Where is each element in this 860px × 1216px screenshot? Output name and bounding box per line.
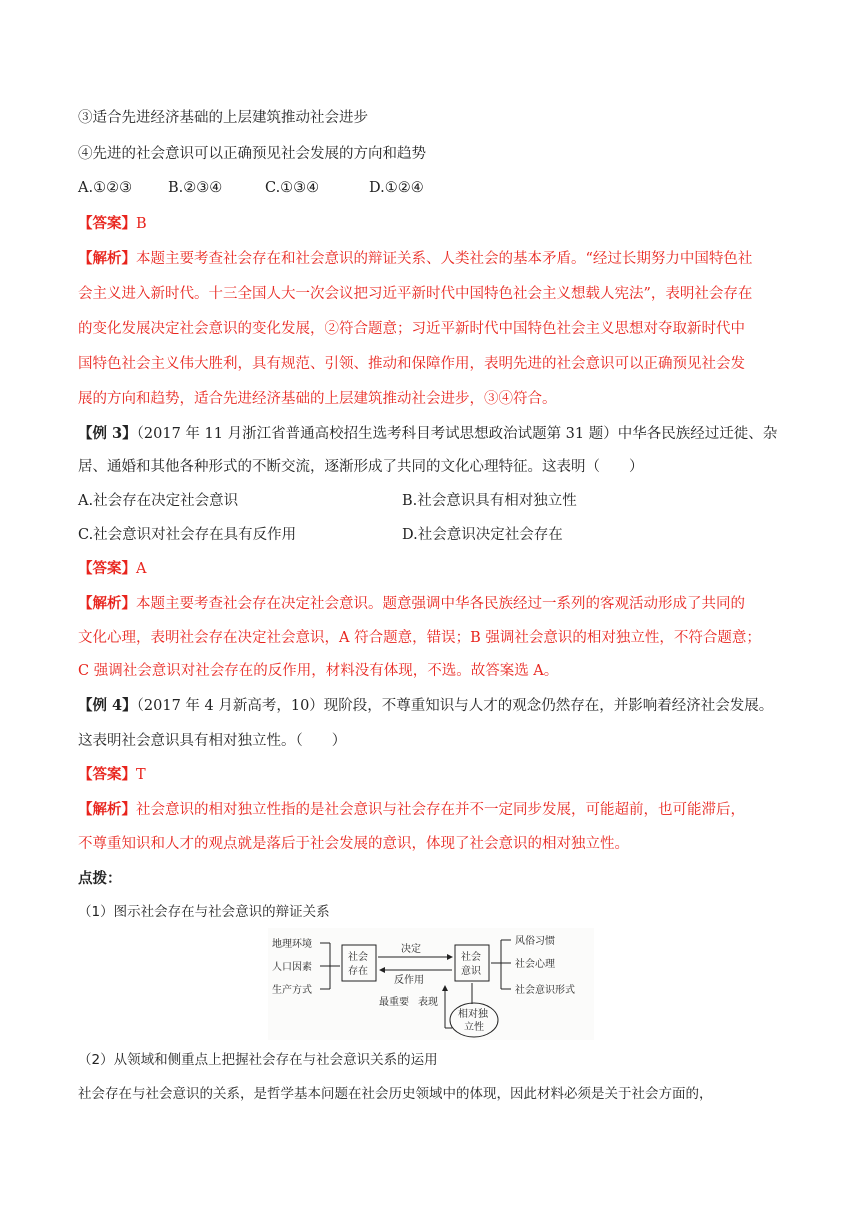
box-left-text: 存在 (348, 966, 368, 977)
answer-tag: 【答案】 (78, 766, 136, 783)
diagram-left-item: 人口因素 (272, 962, 312, 973)
q2-analysis-line (78, 249, 752, 269)
diagram-right-item: 社会意识形式 (515, 985, 575, 996)
q2-option-d: D.①②④ (369, 180, 424, 196)
example3-option-c: C.社会意识对社会存在具有反作用 (78, 527, 297, 543)
box-left-text: 社会 (348, 952, 368, 963)
analysis-tag: 【解析】 (78, 250, 136, 267)
example4-answer (78, 765, 146, 785)
example3-analysis-line: 文化心理，表明社会存在决定社会意识，A 符合题意，错误；B 强调社会意识的相对独立性，不符合题意； (78, 630, 761, 646)
analysis-text: 本题主要考查社会存在决定社会意识。题意强调中华各民族经过一系列的客观活动形成了共同的 (136, 596, 745, 612)
diagram-left-item: 地理环境 (272, 939, 312, 950)
example3-option-b: B.社会意识具有相对独立性 (402, 493, 577, 509)
ellipse-text: 相对独 (458, 1009, 488, 1020)
relation-diagram (268, 928, 594, 1040)
example3-option-d: D.社会意识决定社会存在 (402, 527, 563, 543)
tips-title: 点拨： (78, 870, 122, 887)
q2-option-a: A.①②③ (78, 180, 133, 196)
analysis-tag: 【解析】 (78, 801, 136, 818)
diagram-left-item: 生产方式 (272, 985, 312, 996)
relation-diagram-svg (268, 928, 594, 1040)
tips-sub2: （2）从领域和侧重点上把握社会存在与社会意识关系的运用 (78, 1052, 438, 1068)
example3-stem (78, 424, 777, 444)
box-right-text: 社会 (461, 952, 481, 963)
example4-stem (78, 696, 773, 716)
example4-analysis-line: 不尊重知识和人才的观点就是落后于社会发展的意识，体现了社会意识的相对独立性。 (78, 836, 629, 852)
example4-analysis-line (78, 800, 745, 820)
example3-option-a: A.社会存在决定社会意识 (78, 493, 239, 509)
example3-answer (78, 559, 146, 579)
answer-value: B (136, 216, 147, 232)
example3-text: （2017 年 11 月浙江省普通高校招生选考科目考试思想政治试题第 31 题）中华各民族经过迁徙、杂 (136, 426, 778, 442)
arrow-bottom-label: 反作用 (394, 975, 424, 986)
example3-analysis-line: C 强调社会意识对社会存在的反作用，材料没有体现，不选。故答案选 A。 (78, 663, 559, 679)
answer-tag: 【答案】 (78, 215, 136, 232)
diagram-right-item: 社会心理 (515, 959, 555, 970)
example4-stem-line: 这表明社会意识具有相对独立性。（ ） (78, 733, 347, 749)
analysis-text: 本题主要考查社会存在和社会意识的辩证关系、人类社会的基本矛盾。“经过长期努力中国特色社 (136, 251, 753, 267)
q2-option-b: B.②③④ (168, 180, 223, 196)
analysis-tag: 【解析】 (78, 595, 136, 612)
q2-analysis-line: 会主义进入新时代。十三全国人大一次会议把习近平新时代中国特色社会主义想载人宪法”，表明社会存在 (78, 286, 753, 302)
example3-stem-line: 居、通婚和其他各种形式的不断交流，逐渐形成了共同的文化心理特征。这表明（ ） (78, 459, 644, 475)
right-bracket (491, 940, 511, 989)
label-express: 表现 (418, 997, 438, 1008)
arrow-top-label: 决定 (401, 944, 421, 955)
label-most-important: 最重要 (379, 997, 409, 1008)
left-bracket (320, 943, 340, 989)
answer-tag: 【答案】 (78, 560, 136, 577)
answer-value: T (136, 767, 146, 783)
option-item-4: ④先进的社会意识可以正确预见社会发展的方向和趋势 (78, 146, 426, 162)
q2-analysis-line: 国特色社会主义伟大胜利，具有规范、引领、推动和保障作用，表明先进的社会意识可以正确预见社会发 (78, 356, 745, 372)
example3-tag: 【例 3】 (78, 425, 137, 442)
option-item-3: ③适合先进经济基础的上层建筑推动社会进步 (78, 110, 368, 126)
diagram-right-item: 风俗习惯 (515, 936, 555, 947)
q2-analysis-line: 的变化发展决定社会意识的变化发展，②符合题意；习近平新时代中国特色社会主义思想对夺取新时代中 (78, 321, 745, 337)
example4-tag: 【例 4】 (78, 697, 137, 714)
q2-analysis-line: 展的方向和趋势，适合先进经济基础的上层建筑推动社会进步，③④符合。 (78, 391, 557, 407)
example3-analysis-line (78, 594, 745, 614)
tips-body: 社会存在与社会意识的关系，是哲学基本问题在社会历史领域中的体现，因此材料必须是关于社会方面的， (78, 1086, 713, 1102)
q2-option-c: C.①③④ (265, 180, 320, 196)
q2-answer (78, 214, 147, 234)
tips-sub1: （1）图示社会存在与社会意识的辩证关系 (78, 904, 330, 920)
example4-text: （2017 年 4 月新高考，10）现阶段，不尊重知识与人才的观念仍然存在，并影响着经济社会发展。 (136, 698, 774, 714)
analysis-text: 社会意识的相对独立性指的是社会意识与社会存在并不一定同步发展，可能超前，也可能滞后， (136, 802, 745, 818)
box-right-text: 意识 (461, 966, 481, 977)
answer-value: A (136, 561, 147, 577)
ellipse-text: 立性 (464, 1022, 484, 1033)
